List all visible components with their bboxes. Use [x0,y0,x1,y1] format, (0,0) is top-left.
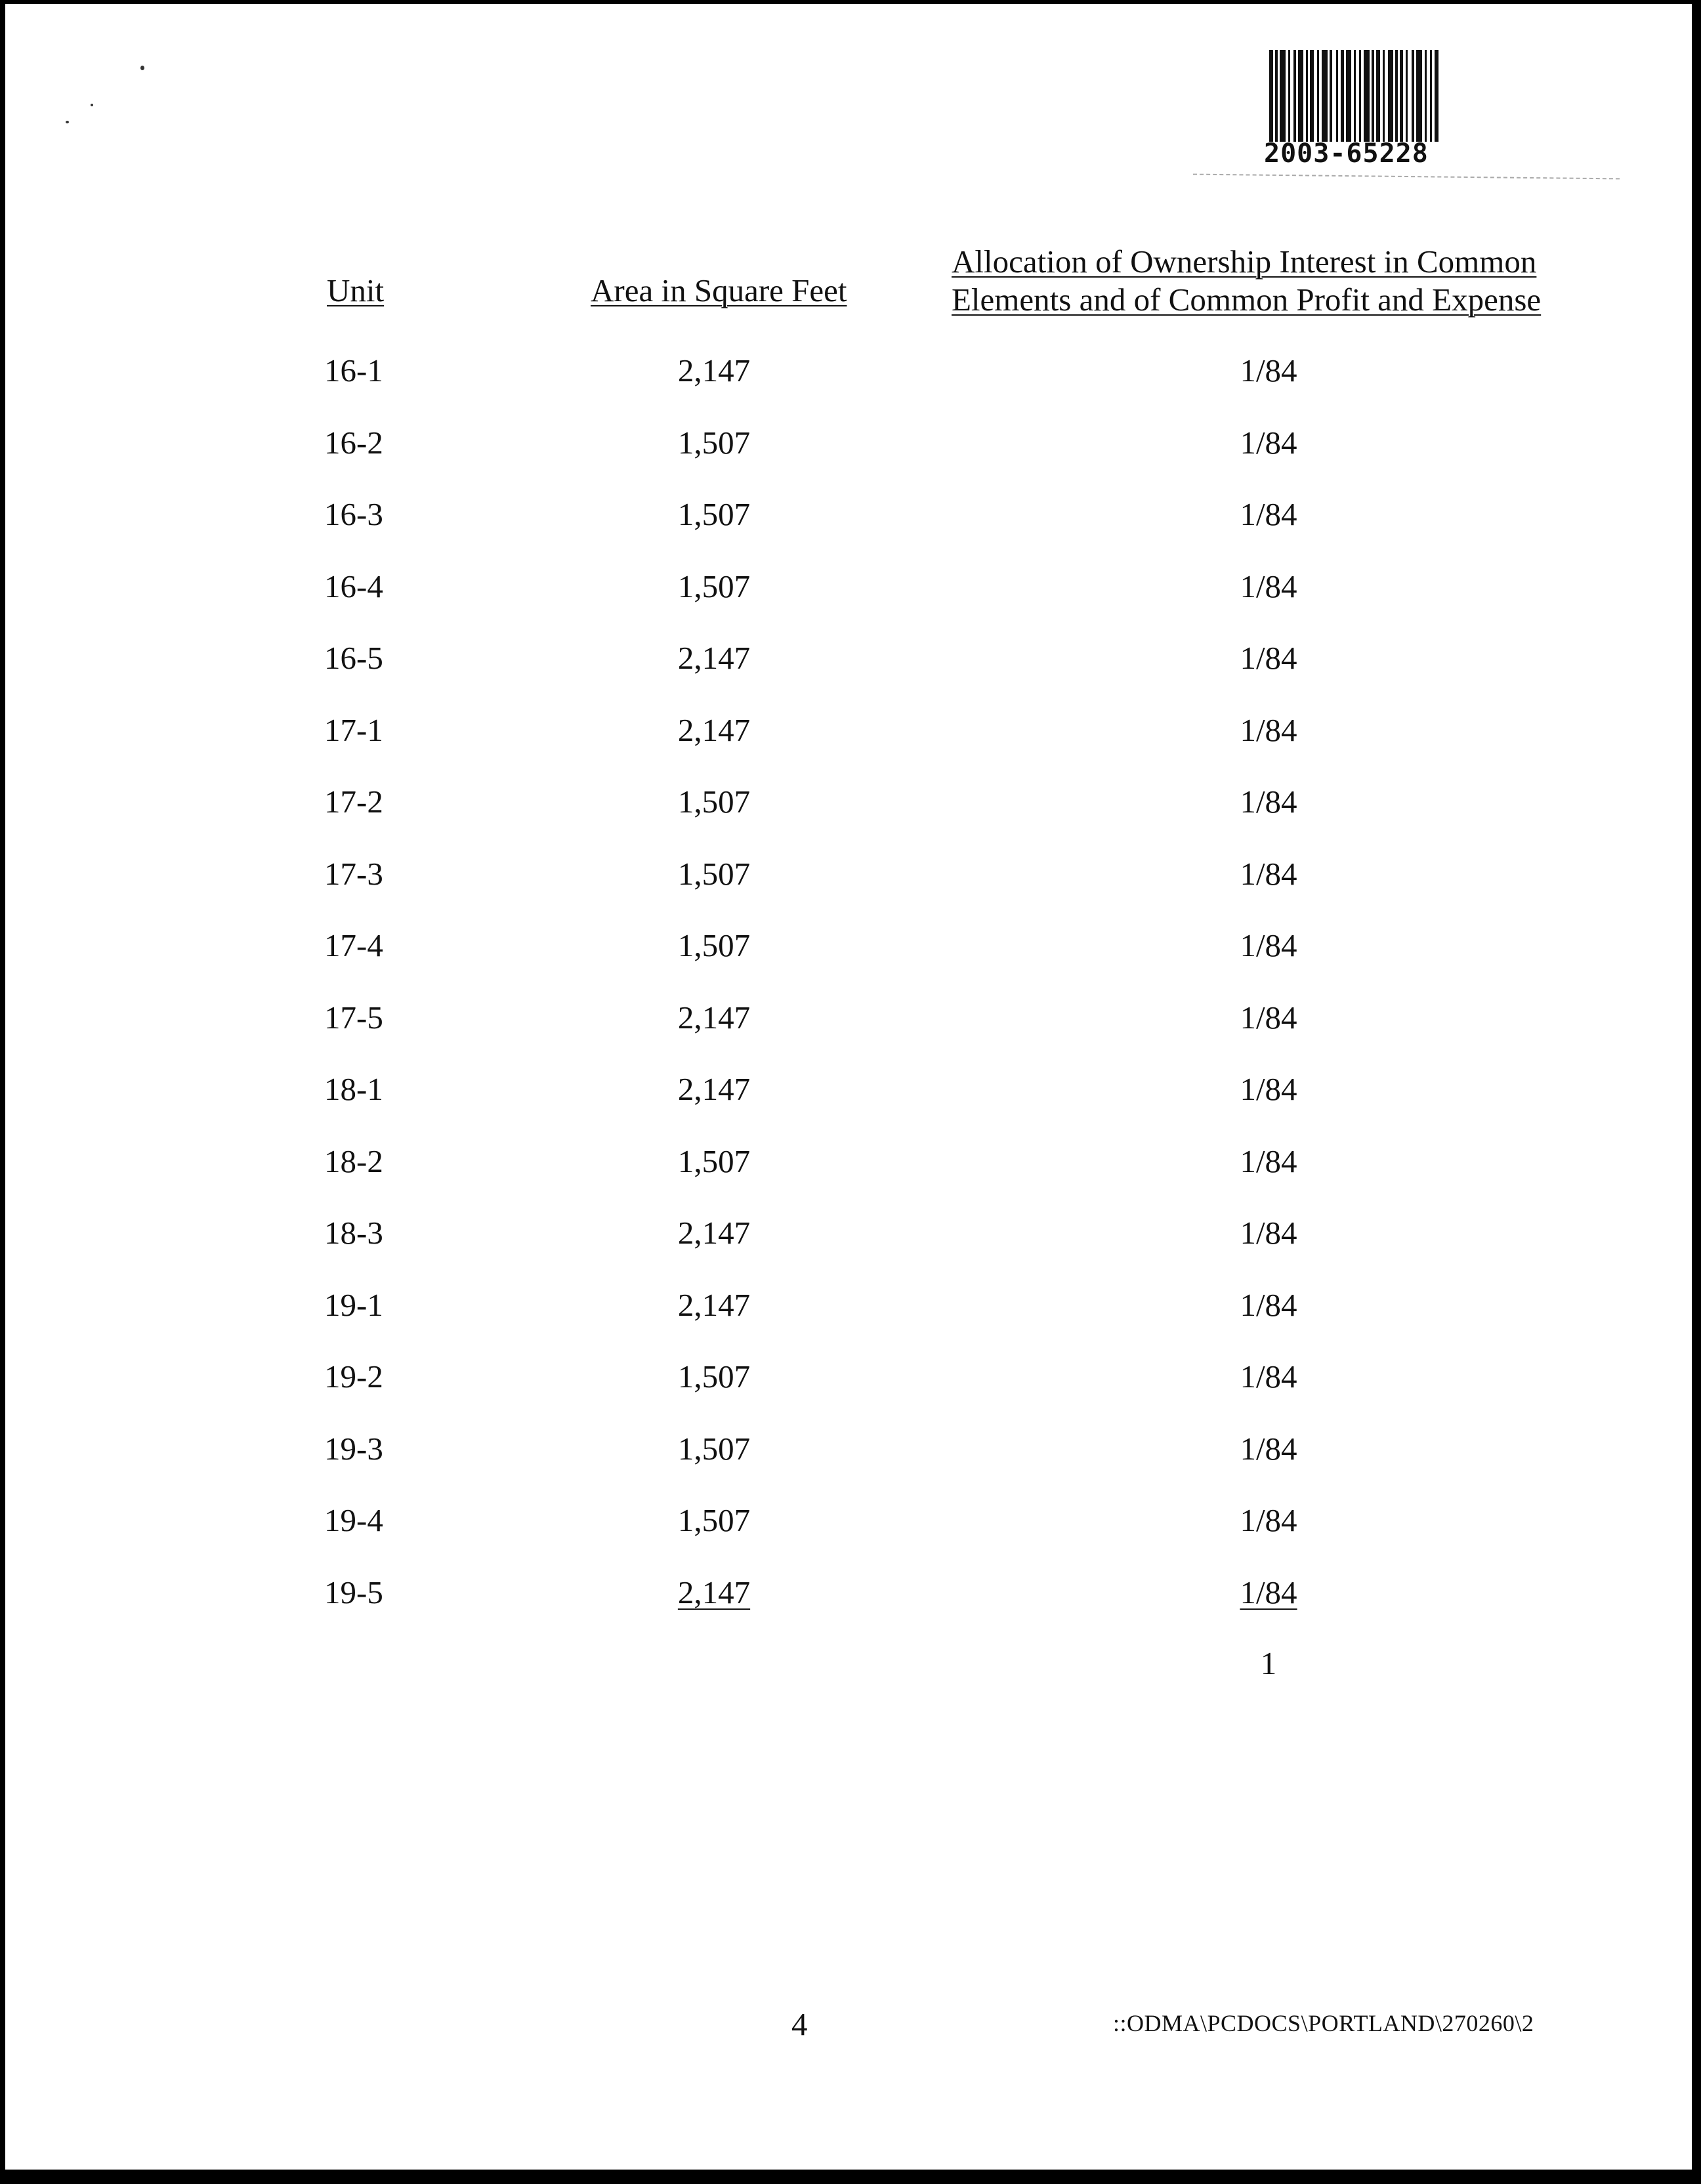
cell-unit: 16-3 [324,496,383,532]
barcode-bars [1267,50,1568,142]
cell-allocation: 1/84 [1240,784,1297,820]
table-row [5,1286,1692,1358]
cell-area: 1,507 [677,496,751,532]
cell-area: 1,507 [677,855,751,892]
cell-unit: 17-5 [324,999,383,1036]
table-row [5,855,1692,927]
table-row [5,639,1692,711]
cell-unit: 17-4 [324,927,383,963]
table-row [5,1358,1692,1430]
cell-area: 1,507 [677,1143,751,1179]
cell-unit: 16-4 [324,568,383,604]
cell-area: 2,147 [677,1574,751,1610]
cell-unit: 17-1 [324,711,383,748]
column-header-unit: Unit [327,272,385,308]
table-row [5,352,1692,424]
column-header-area: Area in Square Feet [591,272,847,308]
table-row [5,1430,1692,1502]
table-row [5,783,1692,855]
cell-allocation: 1/84 [1240,424,1297,461]
column-header-allocation [952,243,1541,319]
cell-allocation: 1/84 [1240,711,1297,748]
table-row [5,1502,1692,1574]
cell-area: 1,507 [677,927,751,963]
cell-allocation: 1/84 [1240,1358,1297,1395]
cell-allocation: 1/84 [1240,568,1297,604]
cell-unit: 17-3 [324,855,383,892]
cell-allocation: 1/84 [1240,855,1297,892]
cell-allocation: 1/84 [1240,1430,1297,1467]
table-row [5,1143,1692,1215]
cell-allocation: 1/84 [1240,352,1297,388]
cell-area: 1,507 [677,568,751,604]
cell-allocation: 1/84 [1240,496,1297,532]
cell-unit: 18-1 [324,1071,383,1107]
column-header-allocation-line2: Elements and of Common Profit and Expense [952,282,1542,318]
cell-allocation: 1/84 [1240,1071,1297,1107]
table-row [5,927,1692,999]
barcode [1267,50,1568,152]
cell-area: 1,507 [677,1430,751,1467]
cell-unit: 19-4 [324,1502,383,1538]
cell-unit: 19-5 [324,1574,383,1610]
cell-allocation: 1/84 [1240,1286,1297,1323]
table-row [5,711,1692,784]
cell-allocation: 1/84 [1240,999,1297,1036]
cell-unit: 19-3 [324,1430,383,1467]
table-row [5,424,1692,496]
cell-area: 2,147 [677,352,751,388]
scan-line-divider [1193,174,1620,180]
cell-unit: 17-2 [324,784,383,820]
document-path: ::ODMA\PCDOCS\PORTLAND\270260\2 [1113,2010,1534,2036]
table-row [5,568,1692,640]
cell-unit: 18-3 [324,1215,383,1251]
column-header-allocation-line1: Allocation of Ownership Interest in Common [952,243,1537,280]
cell-unit: 16-2 [324,424,383,461]
cell-unit: 16-5 [324,640,383,676]
table-row [5,999,1692,1071]
table-row [5,1574,1692,1646]
cell-area: 1,507 [677,1358,751,1395]
cell-area: 2,147 [677,640,751,676]
table-row [5,495,1692,568]
barcode-number: 2003-65228 [1264,138,1429,169]
cell-allocation: 1/84 [1240,1215,1297,1251]
cell-area: 2,147 [677,711,751,748]
allocation-total: 1 [1260,1645,1277,1681]
cell-area: 2,147 [677,1286,751,1323]
cell-allocation: 1/84 [1240,640,1297,676]
cell-allocation: 1/84 [1240,1502,1297,1538]
cell-allocation: 1/84 [1240,927,1297,963]
cell-area: 1,507 [677,424,751,461]
page-number: 4 [791,2006,808,2042]
cell-area: 1,507 [677,1502,751,1538]
cell-allocation: 1/84 [1240,1574,1297,1610]
cell-area: 2,147 [677,1215,751,1251]
table-row [5,1070,1692,1143]
cell-area: 2,147 [677,1071,751,1107]
cell-allocation: 1/84 [1240,1143,1297,1179]
table-row [5,1214,1692,1286]
cell-unit: 16-1 [324,352,383,388]
cell-unit: 18-2 [324,1143,383,1179]
table-body [5,352,1692,1645]
cell-unit: 19-2 [324,1358,383,1395]
cell-unit: 19-1 [324,1286,383,1323]
cell-area: 1,507 [677,784,751,820]
document-page [5,4,1692,2170]
cell-area: 2,147 [677,999,751,1036]
